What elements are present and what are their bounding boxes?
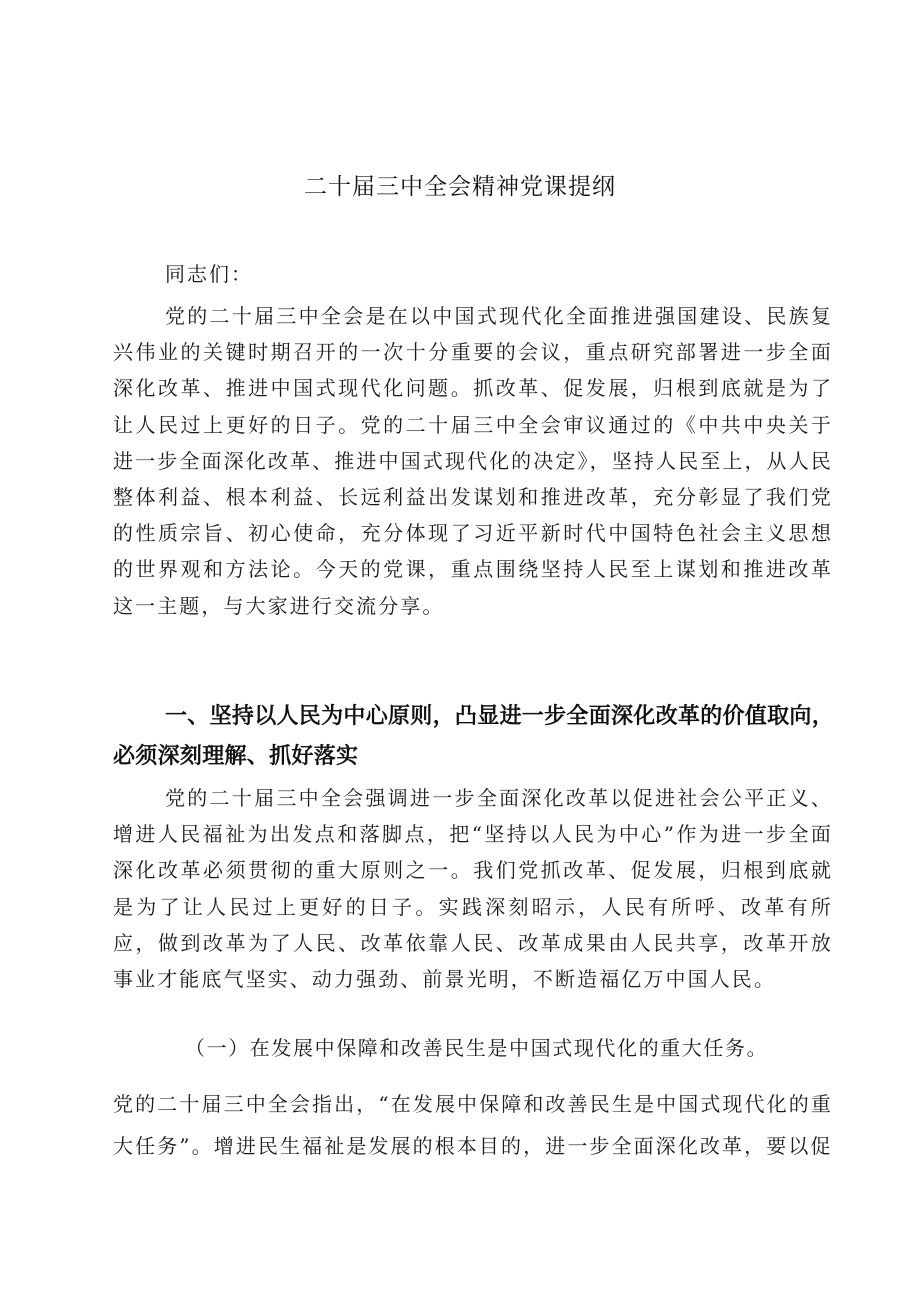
paragraph-intro: 党的二十届三中全会是在以中国式现代化全面推进强国建设、民族复兴伟业的关键时期召开的一次十分重要的会议，重点研究部署进一步全面深化改革、推进中国式现代化问题。抓改革、促发展，归根到底就是为了让人民过上更好的日子。党的二十届三中全会审议通过的《中共中央关于进一步全面深化改革、推进中国式现代化的决定》，坚持人民至上，从人民整体利益、根本利益、长远利益出发谋划和推进改革，充分彰显了我们党的性质宗旨、初心使命，充分体现了习近平新时代中国特色社会主义思想的世界观和方法论。今天的党课，重点围绕坚持人民至上谋划和推进改革这一主题，与大家进行交流分享。: [113, 304, 833, 618]
paragraph-subsection-1: 党的二十届三中全会指出，“在发展中保障和改善民生是中国式现代化的重大任务”。增进民生福祉是发展的根本目的，进一步全面深化改革，要以促: [113, 1092, 833, 1158]
document-title: 二十届三中全会精神党课提纲: [304, 174, 616, 200]
paragraph-section-1: 党的二十届三中全会强调进一步全面深化改革以促进社会公平正义、增进人民福祉为出发点和落脚点，把“坚持以人民为中心”作为进一步全面深化改革必须贯彻的重大原则之一。我们党抓改革、促发展，归根到底就是为了让人民过上更好的日子。实践深刻昭示，人民有所呼、改革有所应，做到改革为了人民、改革依靠人民、改革成果由人民共享，改革开放事业才能底气坚实、动力强劲、前景光明，不断造福亿万中国人民。: [113, 786, 833, 992]
section-heading-1: 一、坚持以人民为中心原则，凸显进一步全面深化改革的价值取向，必须深刻理解、抓好落实: [113, 704, 835, 769]
subsection-heading-1: （一）在发展中保障和改善民生是中国式现代化的重大任务。: [185, 1036, 769, 1060]
salutation: 同志们：: [165, 262, 253, 286]
